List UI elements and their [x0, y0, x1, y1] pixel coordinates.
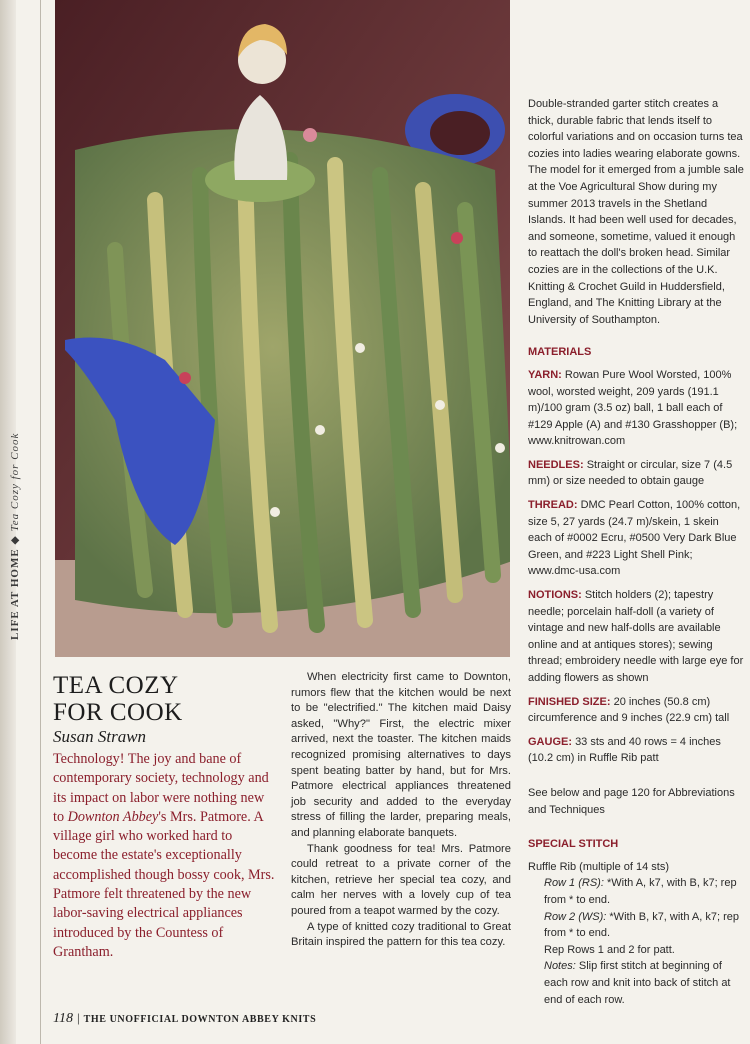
body-paragraph-1: When electricity first came to Downton, rumors flew that the kitchen would be next to be "electrified." The kitchen maid Daisy asked, "Why?" First, the electric mixer arrived, next the toaster. The kitchen maids recognized promising alternatives to days spent beating batter by hand, but for Mrs. Patmore electrical appliances threatened job security and added to the everyday stress of filling the larder, preparing meals, and planning elaborate banquets.: [291, 671, 511, 839]
material-needles: NEEDLES: Straight or circular, size 7 (4.5 mm) or size needed to obtain gauge: [528, 458, 733, 488]
material-notions: NOTIONS: Stitch holders (2); tapestry needle; porcelain half-doll (a variety of vintage and new half-dolls are available online and at antiques stores); sewing thread; embroidery needle with large eye for adding flowers as shown: [528, 589, 744, 684]
materials-list: [528, 367, 744, 767]
right-column: [528, 96, 744, 1008]
article-title: TEA COZY FOR COOK: [53, 672, 183, 726]
book-title: THE UNOFFICIAL DOWNTON ABBEY KNITS: [83, 1014, 317, 1025]
body-text-column: [291, 670, 511, 951]
body-paragraph-2: Thank goodness for tea! Mrs. Patmore could retreat to a private corner of the kitchen, retrieve her special tea cozy, and calm her nerves with a lovely cup of tea poured from a teapot warmed by the cozy.: [291, 842, 511, 917]
notes: Notes: Slip first stitch at beginning of each row and knit into back of stitch at end of each row.: [544, 960, 731, 1006]
section-label: LIFE AT HOME ◆ Tea Cozy for Cook: [9, 432, 21, 640]
abbreviations-note: See below and page 120 for Abbreviations and Techniques: [528, 786, 735, 816]
material-finished-size: FINISHED SIZE: 20 inches (50.8 cm) circumference and 9 inches (22.9 cm) tall: [528, 695, 730, 725]
materials-heading: MATERIALS: [528, 346, 592, 359]
body-paragraph-3: A type of knitted cozy traditional to Great Britain inspired the pattern for this tea cozy.: [291, 920, 511, 949]
diamond-icon: ◆: [9, 535, 21, 545]
stitch-name: Ruffle Rib (multiple of 14 sts): [528, 860, 670, 873]
margin-rule: [40, 0, 41, 1044]
tea-cozy-photo: [55, 0, 510, 657]
page-footer: 118 | THE UNOFFICIAL DOWNTON ABBEY KNITS: [53, 1010, 317, 1026]
material-thread: THREAD: DMC Pearl Cotton, 100% cotton, size 5, 27 yards (24.7 m)/skein, 1 skein each of #0002 Ecru, #0500 Very Dark Blue Green, and #223 Light Shell Pink; www.dmc-usa.com: [528, 499, 741, 578]
knitted-tea-cozy-illustration: [55, 0, 510, 657]
material-yarn: YARN: Rowan Pure Wool Worsted, 100% wool, worsted weight, 209 yards (191.1 m)/100 gram (3.5 oz) ball, 1 ball each of #129 Apple (A) and #130 Grasshopper (B); www.knitrowan.com: [528, 368, 738, 448]
row-2-instruction: Row 2 (WS): *With B, k7, with A, k7; rep from * to end.: [544, 910, 740, 940]
special-stitch-heading: SPECIAL STITCH: [528, 838, 619, 851]
intro-text: Technology! The joy and bane of contemporary society, technology and its impact on labor were nothing new to Downton Abbey's Mrs. Patmore. A village girl who worked hard to become the estate's exceptionally accomplished though bossy cook, Mrs. Patmore felt threatened by the new labor-saving electrical appliances introduced by the Countess of Grantham.: [53, 751, 275, 960]
author-name: Susan Strawn: [53, 727, 147, 746]
page-number: 118: [53, 1011, 73, 1026]
row-1-instruction: Row 1 (RS): *With A, k7, with B, k7; rep from * to end.: [544, 877, 737, 906]
repeat-instruction: Rep Rows 1 and 2 for patt.: [544, 943, 675, 956]
description-paragraph: Double-stranded garter stitch creates a thick, durable fabric that lends itself to colorful variations and on occasion turns tea cozies into ladies wearing elaborate gowns. The model for it emerged from a jumble sale at the Voe Agricultural Show during my summer 2013 travels in the Shetland Islands. It had been well used for decades, and someone, sometime, valued it enough to reattach the doll's broken head. Similar cozies are in the collections of the U.K. Knitting & Crochet Guild in Huddersfield, England, and The Knitting Library at the University of Southampton.: [528, 98, 744, 326]
material-gauge: GAUGE: 33 sts and 40 rows = 4 inches (10.2 cm) in Ruffle Rib patt: [528, 735, 721, 765]
